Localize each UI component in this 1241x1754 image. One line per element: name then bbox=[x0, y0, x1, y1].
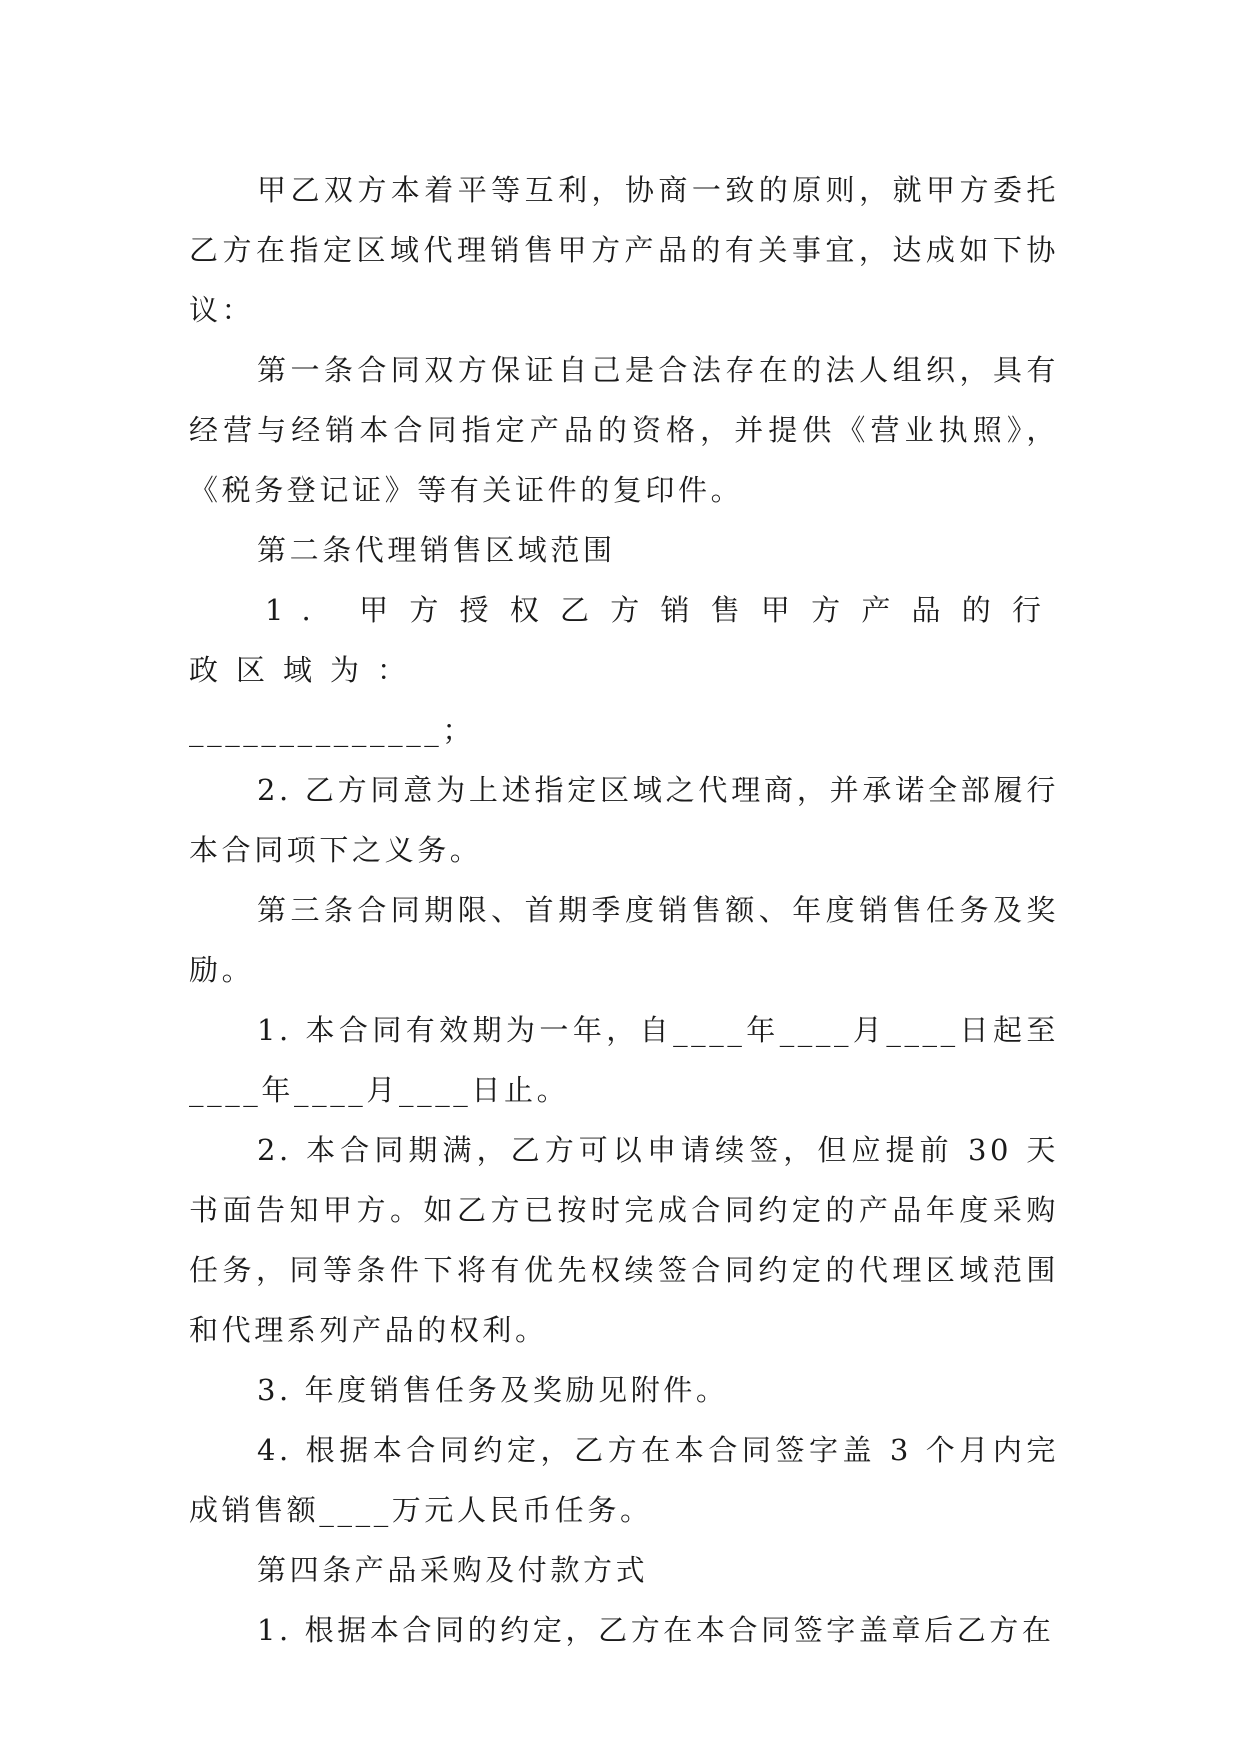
blank-line-region: ______________； bbox=[189, 713, 475, 747]
paragraph-article-3-item-3: 3. 年度销售任务及奖励见附件。 bbox=[257, 1373, 729, 1407]
heading-article-3: 第三条合同期限、首期季度销售额、年度销售任务及奖励。 bbox=[189, 893, 1059, 987]
paragraph-article-3-item-2: 2. 本合同期满，乙方可以申请续签，但应提前 30 天书面告知甲方。如乙方已按时完成合同约定的产品年度采购任务，同等条件下将有优先权续签合同约定的代理区域范围和代理系列产品的权利。 bbox=[189, 1133, 1059, 1347]
paragraph-article-3-item-4: 4. 根据本合同约定，乙方在本合同签字盖 3 个月内完成销售额____万元人民币任务。 bbox=[189, 1433, 1059, 1527]
document-body bbox=[189, 160, 1059, 1660]
paragraph-article-2-item-1: 1. 甲方授权乙方销售甲方产品的行政区域为： bbox=[189, 593, 1059, 687]
paragraph-article-2-item-2: 2. 乙方同意为上述指定区域之代理商，并承诺全部履行本合同项下之义务。 bbox=[189, 773, 1059, 867]
paragraph-preamble: 甲乙双方本着平等互利，协商一致的原则，就甲方委托乙方在指定区域代理销售甲方产品的有关事宜，达成如下协议： bbox=[189, 173, 1059, 327]
heading-article-2: 第二条代理销售区域范围 bbox=[257, 533, 616, 567]
paragraph-article-1: 第一条合同双方保证自己是合法存在的法人组织，具有经营与经销本合同指定产品的资格，并提供《营业执照》，《税务登记证》等有关证件的复印件。 bbox=[189, 353, 1059, 507]
paragraph-article-4-item-1: 1. 根据本合同的约定，乙方在本合同签字盖章后乙方在 bbox=[257, 1613, 1055, 1647]
heading-article-4: 第四条产品采购及付款方式 bbox=[257, 1553, 649, 1587]
paragraph-article-3-item-1: 1. 本合同有效期为一年，自____年____月____日起至____年____月____日止。 bbox=[189, 1013, 1059, 1107]
